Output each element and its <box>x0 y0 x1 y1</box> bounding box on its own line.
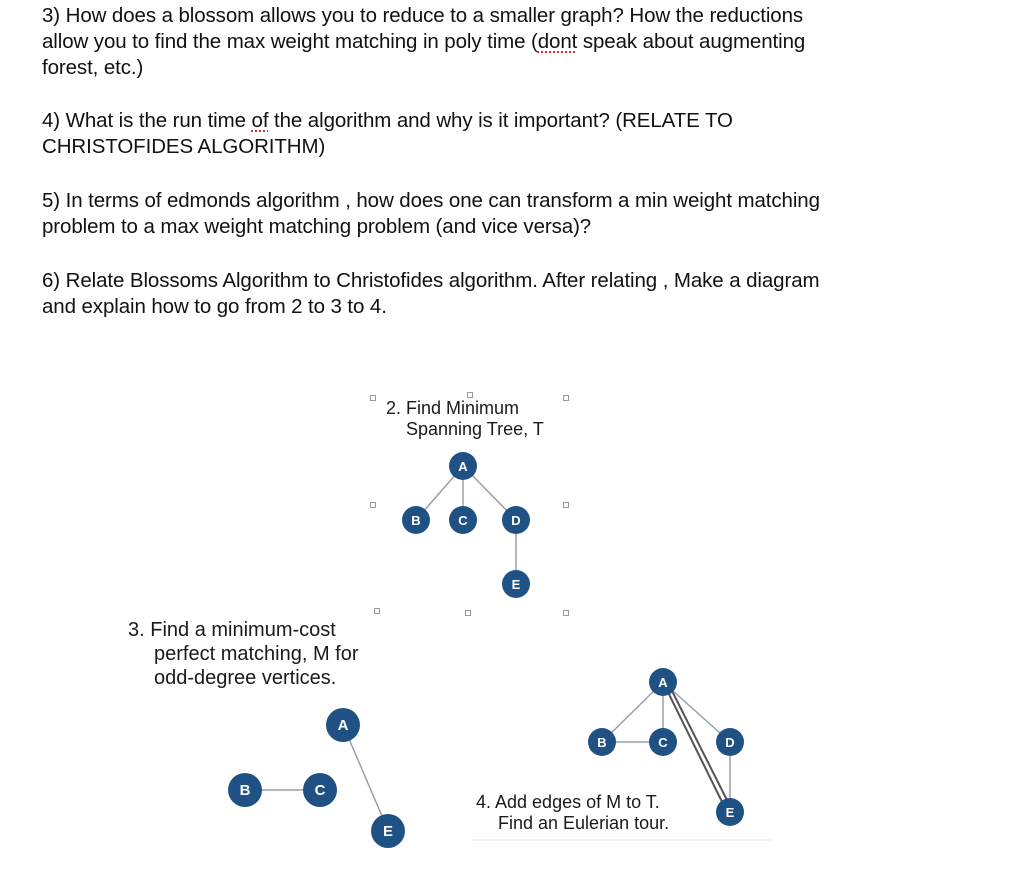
selection-handle <box>374 608 380 614</box>
step-3-caption-line-3: odd-degree vertices. <box>154 667 337 689</box>
question-3-line-3: forest, etc.) <box>42 56 144 79</box>
selection-handle <box>563 610 569 616</box>
node-d: D <box>716 728 744 756</box>
node-b: B <box>402 506 430 534</box>
q4-text-b: the algorithm and why is it important? (RELATE TO <box>268 109 733 132</box>
selection-handle <box>370 502 376 508</box>
step-4-caption <box>476 792 669 834</box>
step-4-caption-line-1: 4. Add edges of M to T. <box>476 792 660 812</box>
question-6-line-1: 6) Relate Blossoms Algorithm to Christofides algorithm. After relating , Make a diagram <box>42 269 820 292</box>
node-e: E <box>716 798 744 826</box>
step-3-caption <box>128 618 359 690</box>
node-a: A <box>449 452 477 480</box>
question-6-line-2: and explain how to go from 2 to 3 to 4. <box>42 295 387 318</box>
step-2-caption-line-1: 2. Find Minimum <box>386 398 520 418</box>
node-b: B <box>588 728 616 756</box>
q4-text-a: 4) What is the run time <box>42 109 252 132</box>
q3-text-b: speak about augmenting <box>577 30 806 53</box>
node-c: C <box>649 728 677 756</box>
spellcheck-flag: dont <box>537 30 578 53</box>
step-3-caption-line-2: perfect matching, M for <box>154 643 359 665</box>
node-a: A <box>649 668 677 696</box>
selection-handle <box>465 610 471 616</box>
node-b: B <box>228 773 262 807</box>
selection-handle <box>563 502 569 508</box>
question-5-line-2: problem to a max weight matching problem (and vice versa)? <box>42 215 592 238</box>
step-4-caption-line-2: Find an Eulerian tour. <box>498 813 670 833</box>
selection-handle <box>370 395 376 401</box>
node-a: A <box>326 708 360 742</box>
question-3-line-1: 3) How does a blossom allows you to reduce to a smaller graph? How the reductions <box>42 4 804 27</box>
node-e: E <box>502 570 530 598</box>
selection-handle <box>563 395 569 401</box>
node-c: C <box>303 773 337 807</box>
step-3-caption-line-1: 3. Find a minimum-cost <box>128 619 336 641</box>
node-d: D <box>502 506 530 534</box>
q3-text-a: allow you to find the max weight matching in poly time ( <box>42 30 538 53</box>
question-4-line-2: CHRISTOFIDES ALGORITHM) <box>42 135 326 158</box>
node-e: E <box>371 814 405 848</box>
node-c: C <box>449 506 477 534</box>
question-5-line-1: 5) In terms of edmonds algorithm , how does one can transform a min weight matching <box>42 189 820 212</box>
step-2-caption <box>386 398 544 440</box>
spellcheck-flag: of <box>251 109 269 132</box>
step-2-caption-line-2: Spanning Tree, T <box>406 419 544 439</box>
